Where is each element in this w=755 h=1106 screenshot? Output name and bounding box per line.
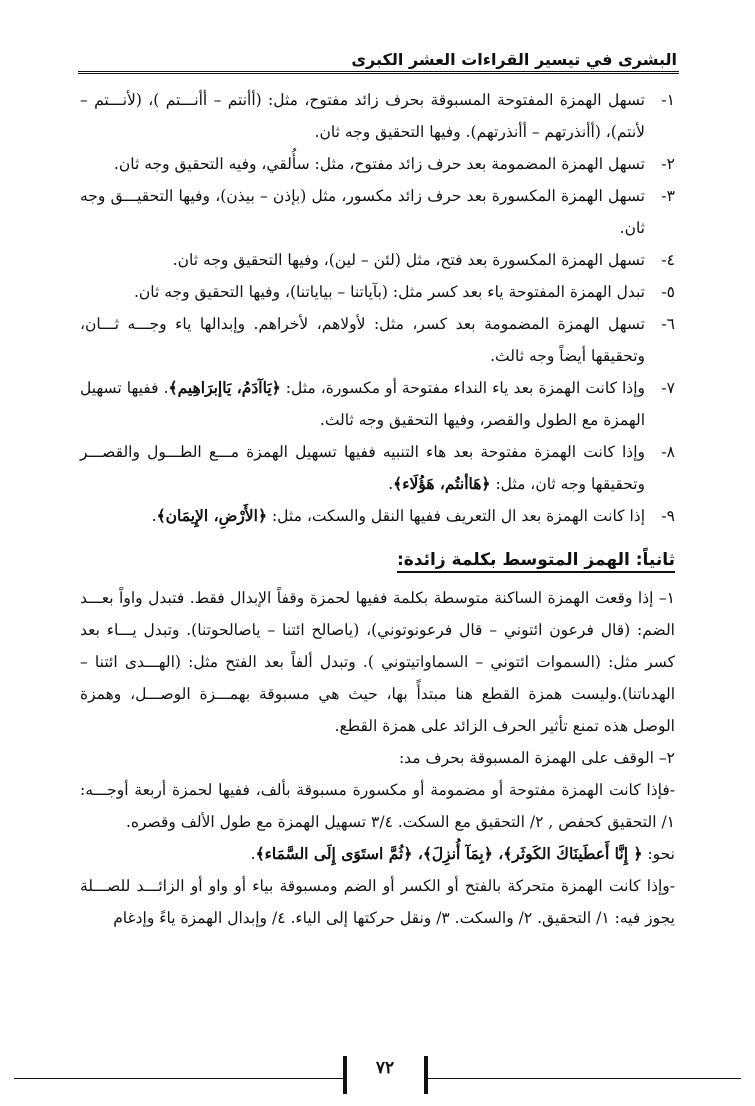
list-item-number: ٩- xyxy=(661,507,675,525)
paragraph-5: -وإذا كانت الهمزة متحركة بالفتح أو الكسر أو الضم ومسبوقة بياء أو واو أو الزائـــد للصـــلة يجوز فيه: ١/ التحقيق. ٢/ والسكت. ٣/ ونقل حركتها إلى الياء. ٤/ وإبدال الهمزة ياءً وإدغام xyxy=(80,877,675,927)
list-item xyxy=(80,436,675,500)
page-number: ٧٢ xyxy=(375,1058,395,1078)
paragraph-4-suffix: . xyxy=(250,845,256,863)
quran-verse: ﴿يَاآدَمُ، يَاإبرَاهِيم﴾ xyxy=(168,378,281,397)
list-item-text-prefix: إذا كانت الهمزة بعد ال التعريف ففيها النقل والسكت، مثل: xyxy=(267,507,645,525)
list-item-number: ٧- xyxy=(661,379,675,397)
paragraph-3: -فإذا كانت الهمزة مفتوحة أو مضمومة أو مكسورة مسبوقة بألف، ففيها لحمزة أربعة أوجـــه: ١/ التحقيق كحفص , ٢/ التحقيق مع السكت. ٣/٤ تسهيل الهمزة مع طول الألف وقصره. xyxy=(80,781,675,831)
section-heading xyxy=(80,544,675,576)
page-header xyxy=(78,46,679,74)
list-item-number: ٦- xyxy=(661,315,675,333)
page-footer xyxy=(0,1046,755,1106)
list-item xyxy=(80,372,675,436)
list-item-text-prefix: وإذا كانت الهمزة مفتوحة بعد هاء التنبيه ففيها تسهيل الهمزة مـــع الطـــول والقصـــر وتحقيقها وجه ثان، مثل: xyxy=(80,443,645,493)
list-item-text-suffix: . xyxy=(151,507,157,525)
quran-verse: ﴿الأَرْضِ، الإِيمَان﴾ xyxy=(156,506,268,525)
list-item-text: تسهل الهمزة المضمومة بعد حرف زائد مفتوح، مثل: سأُلقي، وفيه التحقيق وجه ثان. xyxy=(113,155,645,173)
list-item xyxy=(80,244,675,276)
header-rule xyxy=(78,71,679,74)
list-item-text-suffix: . xyxy=(388,475,394,493)
list-item-number: ٥- xyxy=(661,283,675,301)
list-item xyxy=(80,180,675,244)
footer-rule-left xyxy=(14,1078,344,1079)
list-item xyxy=(80,84,675,148)
list-item-number: ٣- xyxy=(661,187,675,205)
list-item-text xyxy=(80,500,645,532)
list-item-text: تسهل الهمزة المفتوحة المسبوقة بحرف زائد مفتوح، مثل: (أأنتم – أأنـــتم )، (لأنـــتم – لأنتم)، (أأنذرتهم – أأنذرتهم). وفيها التحقيق وجه ثان. xyxy=(80,91,645,141)
paragraph-4 xyxy=(80,838,675,870)
quran-verse: ﴿ إِنَّا أَعطَينَاكَ الكَوثَر﴾، ﴿بِمَآ أُنزِلَ﴾، ﴿ثُمَّ استَوَى إِلَى السَّمَاء﴾ xyxy=(255,844,643,863)
book-title: البشرى في تيسير القراءات العشر الكبرى xyxy=(351,50,677,69)
list-item-number: ٤- xyxy=(661,251,675,269)
list-item-text: تسهل الهمزة المضمومة بعد كسر، مثل: لأولاهم، لأخراهم. وإبدالها ياء وجـــه ثـــان، وتحقيقها أيضاً وجه ثالث. xyxy=(80,315,645,365)
list-item-text xyxy=(80,436,645,500)
list-item xyxy=(80,500,675,532)
list-item-text: تسهل الهمزة المكسورة بعد حرف زائد مكسور، مثل (بإذن – بيذن)، وفيها التحقيـــق وجه ثان. xyxy=(80,187,645,237)
list-item xyxy=(80,148,675,180)
footer-rule-right xyxy=(425,1078,741,1079)
list-item-text-suffix: . ففيها تسهيل الهمزة مع الطول والقصر، وفيها التحقيق وجه ثالث. xyxy=(80,379,645,429)
paragraph-4-prefix: نحو: xyxy=(642,845,675,863)
footer-bar-left xyxy=(343,1056,347,1094)
paragraph-2: ٢– الوقف على الهمزة المسبوقة بحرف مد: xyxy=(398,749,675,767)
quran-verse: ﴿هَاأنتُم، هَؤُلَاء﴾ xyxy=(393,474,491,493)
list-item-number: ٨- xyxy=(661,443,675,461)
list-item-text xyxy=(80,372,645,436)
page-content xyxy=(80,84,675,934)
items-list xyxy=(80,84,675,532)
list-item xyxy=(80,276,675,308)
list-item-text-prefix: وإذا كانت الهمزة بعد ياء النداء مفتوحة أو مكسورة، مثل: xyxy=(280,379,645,397)
list-item-number: ١- xyxy=(661,91,675,109)
list-item xyxy=(80,308,675,372)
list-item-text: تسهل الهمزة المكسورة بعد فتح، مثل (لئن – لين)، وفيها التحقيق وجه ثان. xyxy=(172,251,645,269)
paragraph-1: ١– إذا وقعت الهمزة الساكنة متوسطة بكلمة ففيها لحمزة وقفاً الإبدال فقط. فتبدل واواً بعـــد الضم: (قال فرعون ائتوني – قال فرعونوتوني)، (ياصالح ائتنا – ياصالحوتنا). وتبدل يـــاء بعد كسر مثل: (السموات ائتوني – السماواتيتوني ). وتبدل ألفاً بعد الفتح مثل: (الهـــدى ائتنا – الهدىاتنا).وليست همزة القطع هنا مبتدأً بها، حيث هي مسبوقة بهمـــزة الوصـــل، وهمزة الوصل هذه تمنع تأثير الحرف الزائد على همزة القطع. xyxy=(80,589,675,735)
list-item-text: تبدل الهمزة المفتوحة ياء بعد كسر مثل: (بآياتنا – بياياتنا)، وفيها التحقيق وجه ثان. xyxy=(133,283,645,301)
footer-bar-right xyxy=(424,1056,428,1094)
section-heading-text: ثانياً: الهمز المتوسط بكلمة زائدة: xyxy=(397,550,675,573)
list-item-number: ٢- xyxy=(661,155,675,173)
